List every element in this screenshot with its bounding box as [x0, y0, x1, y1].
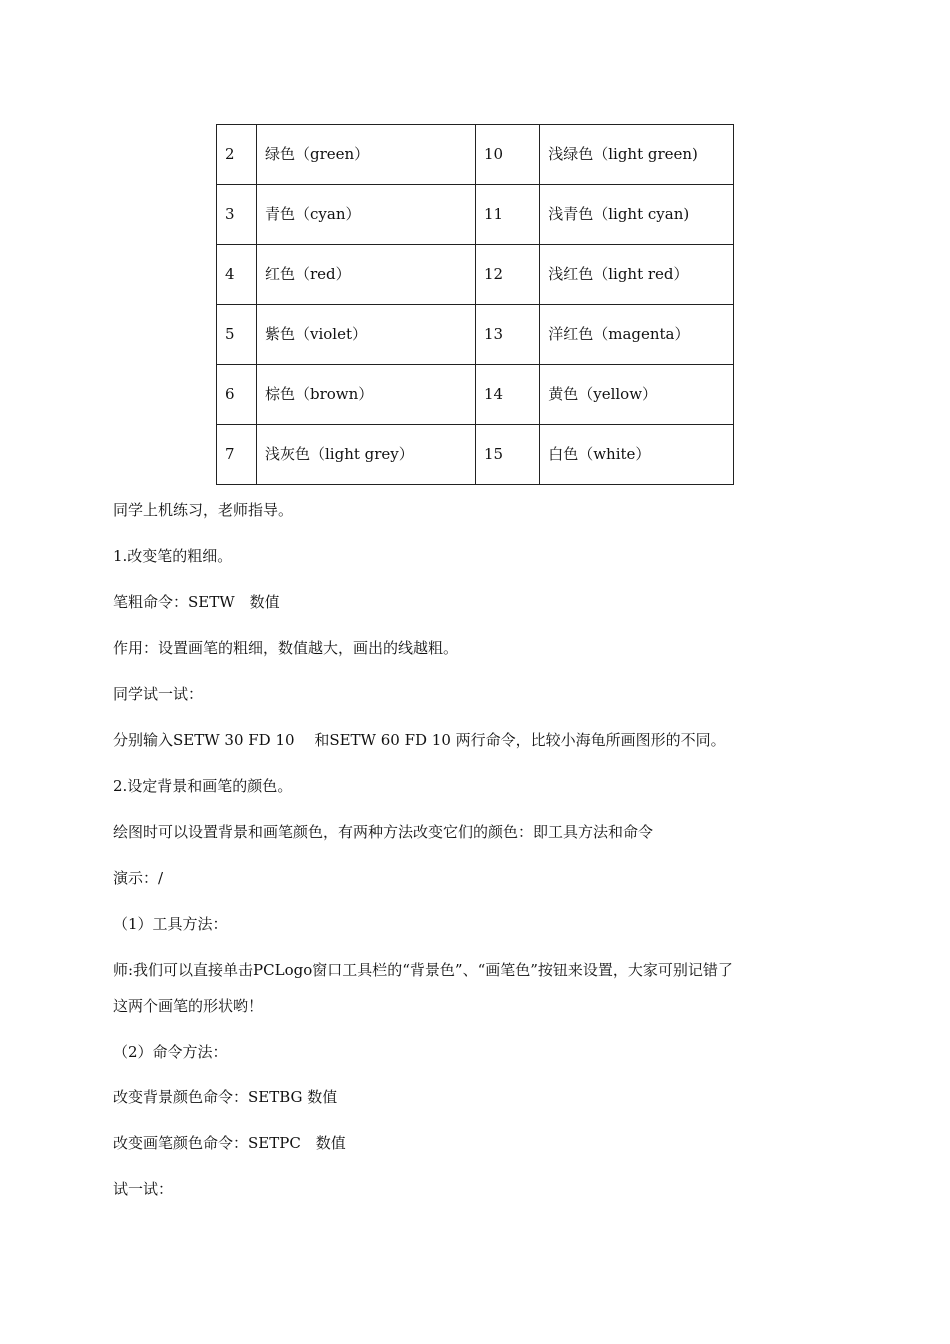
table-row — [217, 425, 734, 485]
section-heading-colors: 2.设定背景和画笔的颜色。 — [113, 777, 293, 795]
section-heading-pen-width: 1.改变笔的粗细。 — [113, 547, 233, 565]
paragraph-teacher-line2: 这两个画笔的形状哟！ — [113, 997, 264, 1015]
color-name: 白色（white） — [540, 425, 734, 485]
color-number: 7 — [217, 425, 257, 485]
table-row — [217, 125, 734, 185]
color-number: 6 — [217, 365, 257, 425]
paragraph-setbg-command: 改变背景颜色命令：SETBG 数值 — [113, 1088, 338, 1106]
color-number: 14 — [476, 365, 540, 425]
table-row — [217, 305, 734, 365]
paragraph-practice: 同学上机练习，老师指导。 — [113, 501, 294, 519]
color-name: 青色（cyan） — [257, 185, 476, 245]
subheading-tool-method: （1）工具方法： — [113, 915, 228, 933]
color-name: 棕色（brown） — [257, 365, 476, 425]
paragraph-setpc-command: 改变画笔颜色命令：SETPC 数值 — [113, 1134, 346, 1152]
paragraph-setw-command: 笔粗命令：SETW 数值 — [113, 593, 280, 611]
paragraph-teacher-line1: 师:我们可以直接单击PCLogo窗口工具栏的“背景色”、“画笔色”按钮来设置，大家可别记错了 — [113, 961, 733, 979]
subheading-command-method: （2）命令方法： — [113, 1043, 228, 1061]
color-name: 黄色（yellow） — [540, 365, 734, 425]
paragraph-try-it: 同学试一试： — [113, 685, 204, 703]
color-name: 浅红色（light red） — [540, 245, 734, 305]
paragraph-try-it-2: 试一试： — [113, 1180, 174, 1198]
color-number: 13 — [476, 305, 540, 365]
color-number: 4 — [217, 245, 257, 305]
color-name: 浅灰色（light grey） — [257, 425, 476, 485]
table-row — [217, 185, 734, 245]
paragraph-setw-exercise: 分别输入SETW 30 FD 10 和SETW 60 FD 10 两行命令，比较小海龟所画图形的不同。 — [113, 731, 726, 749]
table-row — [217, 365, 734, 425]
paragraph-demo: 演示：/ — [113, 869, 164, 887]
color-name: 浅青色（light cyan) — [540, 185, 734, 245]
color-table — [216, 124, 734, 485]
color-number: 11 — [476, 185, 540, 245]
color-name: 绿色（green） — [257, 125, 476, 185]
color-number: 12 — [476, 245, 540, 305]
color-number: 15 — [476, 425, 540, 485]
color-number: 10 — [476, 125, 540, 185]
color-number: 5 — [217, 305, 257, 365]
color-name: 浅绿色（light green) — [540, 125, 734, 185]
color-number: 2 — [217, 125, 257, 185]
paragraph-color-methods: 绘图时可以设置背景和画笔颜色，有两种方法改变它们的颜色：即工具方法和命令 — [113, 823, 654, 841]
color-number: 3 — [217, 185, 257, 245]
table-row — [217, 245, 734, 305]
paragraph-setw-effect: 作用：设置画笔的粗细，数值越大，画出的线越粗。 — [113, 639, 459, 657]
color-name: 洋红色（magenta） — [540, 305, 734, 365]
color-name: 红色（red） — [257, 245, 476, 305]
color-name: 紫色（violet） — [257, 305, 476, 365]
